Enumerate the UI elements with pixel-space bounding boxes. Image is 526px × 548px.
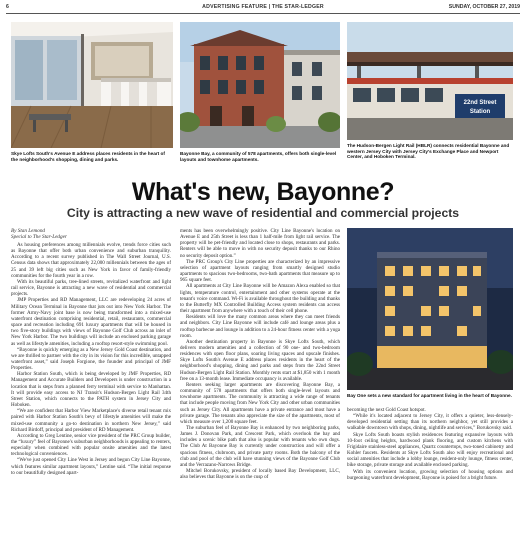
paragraph: Harbor Station South, which is being developed by JMF Properties, RD Management and Accurate Builders and Developers is under construction in a location that is steps from a planned ferry terminal with service to Manhattan. It will provide easy access to NJ Transit's Hudson-Bergen Light Rail 34th Street Station, which connects to the PATH system in Jersey City and Hoboken. — [11, 371, 171, 409]
paragraph: Another destination property in Bayonne is Skye Lofts South, which delivers modern amenities and a collection of 90 one- and two-bedroom residences with open floor plans, soaring living spaces and upscale finishes. Skye Lofts South's Avenue E address places residents in the heart of the neighborhood's shopping, dining and parks and steps from the 22nd Street Hudson-Bergen Light Rail Station. Monthly rents start at $1,850 with 1 month free on a 13-month lease. Immediate occupancy is available. — [180, 338, 340, 382]
paragraph: “We are confident that Harbor View Marketplace's diverse retail tenant mix paired with Harbor Station South's bevy of lifestyle amenities will make the mixed-use community a go-to destination in northern New Jersey,” said Richard Birdoff, principal and president of RD Management. — [11, 408, 171, 433]
caption-left: Skye Lofts South's Avenue E address places residents in the heart of the neighborhood's shopping, dining and parks. — [11, 151, 165, 162]
photo-bayonne-bay — [180, 22, 340, 148]
paragraph: Mitchel Borukovsky, president of locally based Bay Development, LLC, also believes that Bayonne is on the cusp of — [180, 468, 340, 481]
night-building-illustration — [347, 228, 513, 390]
photo-bay-one-night — [347, 228, 513, 390]
paragraph: Renters seeking larger apartments are discovering Bayonne Bay, a community of 578 apartments that offers both single-level layouts and townhome apartments. The community is attracting a wide range of tenants that include people moving from New York City and other urban communities such as Jersey City. All apartments have a private entrance and most have a private garage. The tenants also appreciate the size of the apartments, most of which measure over 1,200 square feet. — [180, 381, 340, 425]
article-column-1 — [11, 242, 171, 542]
paragraph: All apartments at City Line Bayonne will be Amazon Alexa enabled so that lights, temperature control, entertainment and other systems operate at the tenant's voice command. Wi-Fi is available throughout the building and thanks to the Butterfly MX Controlled Building Access system residents can access their apartment from anywhere with a touch of their cell phone. — [180, 283, 340, 315]
paragraph: ments has been overwhelmingly positive. City Line Bayonne's location on Avenue E and 25th Street is less than 1 half-mile from light rail service. The property will be pet-friendly and located close to shops, restaurants and parks. Renters will be able to move in with no security deposit thanks to our Rhino no security deposit option.” — [180, 228, 340, 259]
byline-author: By Stan Lemond — [11, 228, 46, 234]
byline — [11, 228, 171, 240]
interior-illustration — [11, 22, 173, 148]
subhead: City is attracting a new wave of residential and commercial projects — [66, 206, 460, 220]
headline: What's new, Bayonne? — [131, 178, 395, 206]
photo-light-rail — [347, 22, 513, 140]
paragraph: becoming the next Gold Coast hotspot. — [347, 407, 426, 413]
page-number: 6 — [6, 4, 9, 10]
paragraph: “We've just opened City Line West in Jersey and begun City Line Bayonne, which features similar apartment layouts,” Lentine said. “The initial response to our beautifully designed apart- — [11, 457, 171, 476]
paragraph: Residents will love the many common areas where they can meet friends and neighbors. City Line Bayonne will include café and lounge areas plus a rooftop barbecue and lounge in addition to a 24-hour fitness center with a yoga room. — [180, 314, 340, 339]
caption-middle: Bayonne Bay, a community of 578 apartments, offers both single-level layouts and townhome apartments. — [180, 151, 337, 162]
paragraph: “While it's located adjacent to Jersey City, it offers a quieter, less-densely-developed residential setting than its northern neighbor, yet still provides a walkable downtown with shops, dining, nightlife and services,” Borukovsky said. — [347, 413, 513, 432]
paragraph: The PRC Group's City Line properties are characterized by an impressive selection of apartment layouts ranging from smartly designed studio apartments to spacious two-bedrooms, two-bath apartments that measure up to 965 square feet. — [180, 258, 340, 284]
paragraph: JMP Properties and RD Management, LLC are redeveloping 24 acres of Military Ocean Terminal in Bayonne that juts out into New York Harbor. The former Army-Navy joint base is now being transformed into a mixed-use waterfront destination comprising residential, retail, restaurants, commercial space and recreation including 691 luxury apartments that will be housed in two five-story buildings with views of Bayonne Golf Club across an inlet of New York Harbor. The two buildings will include an enclosed parking garage as well as lifestyle amenities, including a rooftop resort-style swimming pool. — [11, 297, 171, 347]
paragraph: As housing preferences among millennials evolve, trends force cities such as Bayonne that offer both urban convenience and suburban tranquility. According to a recent survey published in The Wall Street Journal, U.S. Census data shows that approximately 22,000 millennials between the ages of 25 and 39 left big cities such as New York in favor of family-friendly communities for the fourth year in a row. — [11, 242, 171, 279]
page-header — [6, 3, 520, 12]
caption-right: The Hudson-Bergen Light Rail (HBLR) connects residential Bayonne and western Jersey City with Jersey City's Exchange Place and Newport Center, and Hoboken Terminal. — [347, 143, 510, 160]
byline-role: Special to The Star-Ledger — [11, 234, 67, 241]
paragraph: The suburban feel of Bayonne Bay is enhanced by two neighboring parks, James J. Donovan Park, and Crescent Park, which overlook the bay and includes a scenic bike path that also is popular with tenants who own dogs. The Club At Bayonne Bay is currently under construction and will offer a spacious fitness, clubroom, and private party rooms. Both the balcony of the club and pool of the club will have stunning views of the Bayonne Golf Club and the Verrazano-Narrows Bridge. — [180, 425, 340, 468]
light-rail-illustration — [347, 22, 513, 140]
townhome-illustration — [180, 22, 340, 148]
photo-skye-lofts-interior — [11, 22, 173, 148]
article-column-3 — [347, 407, 513, 542]
station-sign-line2: Station — [469, 109, 491, 115]
paragraph: Skye Lofts South boasts stylish residences featuring expansive layouts with 10-foot ceiling heights, hardwood plank flooring, and custom kitchens with Frigidaire stainless-steel appliances, Quartz countertops, two-toned cabinetry and Kohler faucets. Residents at Skye Lofts South also will enjoy recreational and social amenities that include a lobby lounge, resident-only lounge, fitness center, bike storage, private storage and available enclosed parking. — [347, 431, 513, 469]
section-label: ADVERTISING FEATURE | THE STAR-LEDGER — [202, 4, 324, 10]
station-sign-line1: 22nd Street — [463, 100, 497, 106]
paragraph: With its convenient location, growing selection of housing options and burgeoning waterfront development, Bayonne is poised for a bright future. — [347, 468, 513, 481]
issue-date: SUNDAY, OCTOBER 27, 2019 — [448, 4, 520, 10]
header-rule — [6, 13, 520, 14]
paragraph: “Bayonne is quickly emerging as a New Jersey Gold Coast destination, and we are thrilled to partner with the city in its vision for this incredible, untapped waterfront asset,” said Joseph Forgione, the founder and principal of JMF Properties. — [11, 346, 171, 372]
paragraph: According to Greg Lentine, senior vice president of the PRC Group builder, the “luxury” feel of Bayonne's suburban neighborhoods is appealing to renters, especially when combined with popular onsite amenities and the latest technological conveniences. — [11, 432, 171, 458]
article-column-2 — [180, 228, 340, 542]
paragraph: With its beautiful parks, tree-lined streets, revitalized waterfront and light rail service, Bayonne is attracting a new wave of residential and commercial projects. — [11, 278, 171, 298]
caption-inset: Bay One sets a new standard for apartment living in the heart of Bayonne. — [347, 393, 512, 398]
